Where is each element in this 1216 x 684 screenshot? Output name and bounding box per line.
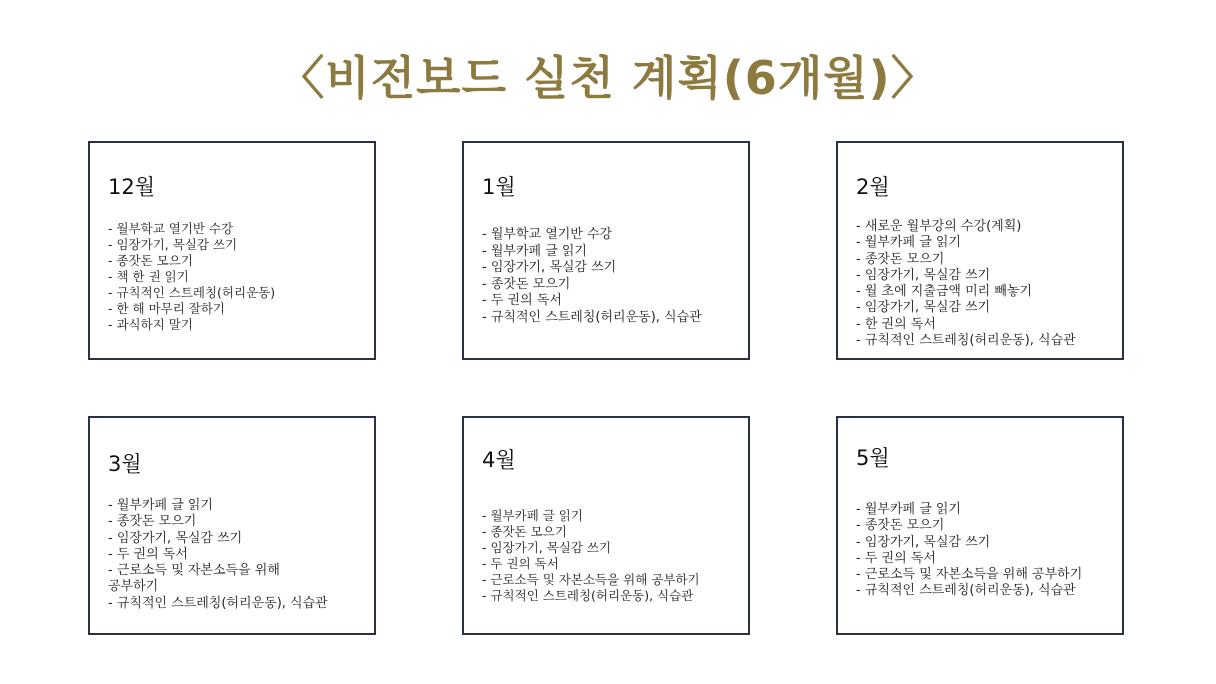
plan-item: - 규칙적인 스트레칭(허리운동) bbox=[108, 285, 276, 300]
plan-item: - 규칙적인 스트레칭(허리운동), 식습관 bbox=[856, 333, 1076, 349]
plan-item: - 임장가기, 목실감 쓰기 bbox=[856, 534, 991, 550]
plan-item: - 한 해 마무리 잘하기 bbox=[108, 301, 226, 316]
month-card-may bbox=[836, 416, 1124, 635]
plan-item: - 과식하지 말기 bbox=[108, 317, 193, 332]
month-heading: 5월 bbox=[856, 446, 890, 470]
plan-item: - 임장가기, 목실감 쓰기 bbox=[108, 237, 238, 252]
month-heading: 12월 bbox=[108, 175, 156, 199]
plan-item: - 임장가기, 목실감 쓰기 bbox=[482, 540, 612, 555]
plan-item: - 임장가기, 목실감 쓰기 bbox=[482, 260, 617, 275]
plan-item: - 월부학교 열기반 수강 bbox=[108, 221, 234, 236]
plan-item: - 종잣돈 모으기 bbox=[482, 276, 571, 292]
plan-item: - 종잣돈 모으기 bbox=[482, 524, 567, 539]
plan-item: - 종잣돈 모으기 bbox=[108, 253, 193, 268]
plan-list bbox=[482, 227, 742, 326]
plan-item: - 종잣돈 모으기 bbox=[856, 518, 945, 534]
plan-item: - 임장가기, 목실감 쓰기 bbox=[108, 530, 243, 546]
plan-item: - 두 권의 독서 bbox=[108, 546, 188, 562]
month-heading: 4월 bbox=[482, 448, 516, 472]
plan-item: - 책 한 권 읽기 bbox=[108, 269, 189, 284]
plan-list bbox=[482, 508, 742, 604]
month-card-march bbox=[88, 416, 376, 635]
month-card-february bbox=[836, 141, 1124, 360]
plan-list bbox=[108, 221, 368, 333]
plan-item: - 한 권의 독서 bbox=[856, 316, 936, 332]
month-heading: 2월 bbox=[856, 175, 890, 199]
plan-item: - 월부카페 글 읽기 bbox=[108, 498, 213, 513]
plan-item: - 월부카페 글 읽기 bbox=[482, 508, 583, 523]
plan-item: - 두 권의 독서 bbox=[482, 293, 562, 308]
month-heading: 1월 bbox=[482, 175, 516, 199]
plan-item: - 종잣돈 모으기 bbox=[856, 251, 945, 267]
plan-item: - 종잣돈 모으기 bbox=[108, 514, 197, 530]
plan-item: - 임장가기, 목실감 쓰기 bbox=[856, 300, 991, 316]
plan-item: - 근로소득 및 자본소득을 위해 공부하기 bbox=[856, 567, 1083, 583]
month-card-december bbox=[88, 141, 376, 360]
plan-item: - 규칙적인 스트레칭(허리운동), 식습관 bbox=[108, 595, 328, 611]
plan-list bbox=[856, 502, 1116, 600]
plan-item: - 월부카페 글 읽기 bbox=[856, 235, 961, 251]
plan-item: - 새로운 월부강의 수강(계획) bbox=[856, 219, 1022, 234]
plan-item: - 월부카페 글 읽기 bbox=[856, 502, 961, 517]
plan-list bbox=[108, 498, 368, 612]
plan-item: - 두 권의 독서 bbox=[482, 556, 559, 571]
plan-item: - 월 초에 지출금액 미리 빼놓기 bbox=[856, 284, 1033, 300]
plan-item: - 두 권의 독서 bbox=[856, 550, 936, 566]
plan-list bbox=[856, 219, 1116, 349]
plan-item: - 근로소득 및 자본소득을 위해 공부하기 bbox=[108, 563, 280, 595]
month-card-january bbox=[462, 141, 750, 360]
plan-item: - 규칙적인 스트레칭(허리운동), 식습관 bbox=[482, 588, 694, 603]
plan-item: - 규칙적인 스트레칭(허리운동), 식습관 bbox=[856, 583, 1076, 599]
month-card-april bbox=[462, 416, 750, 635]
plan-item: - 월부카페 글 읽기 bbox=[482, 243, 587, 259]
month-heading: 3월 bbox=[108, 452, 142, 476]
plan-item: - 근로소득 및 자본소득을 위해 공부하기 bbox=[482, 572, 700, 587]
plan-item: - 월부학교 열기반 수강 bbox=[482, 227, 613, 242]
plan-item: - 임장가기, 목실감 쓰기 bbox=[856, 267, 991, 283]
page-title: 〈비전보드 실천 계획(6개월)〉 bbox=[278, 51, 938, 105]
plan-item: - 규칙적인 스트레칭(허리운동), 식습관 bbox=[482, 309, 702, 325]
